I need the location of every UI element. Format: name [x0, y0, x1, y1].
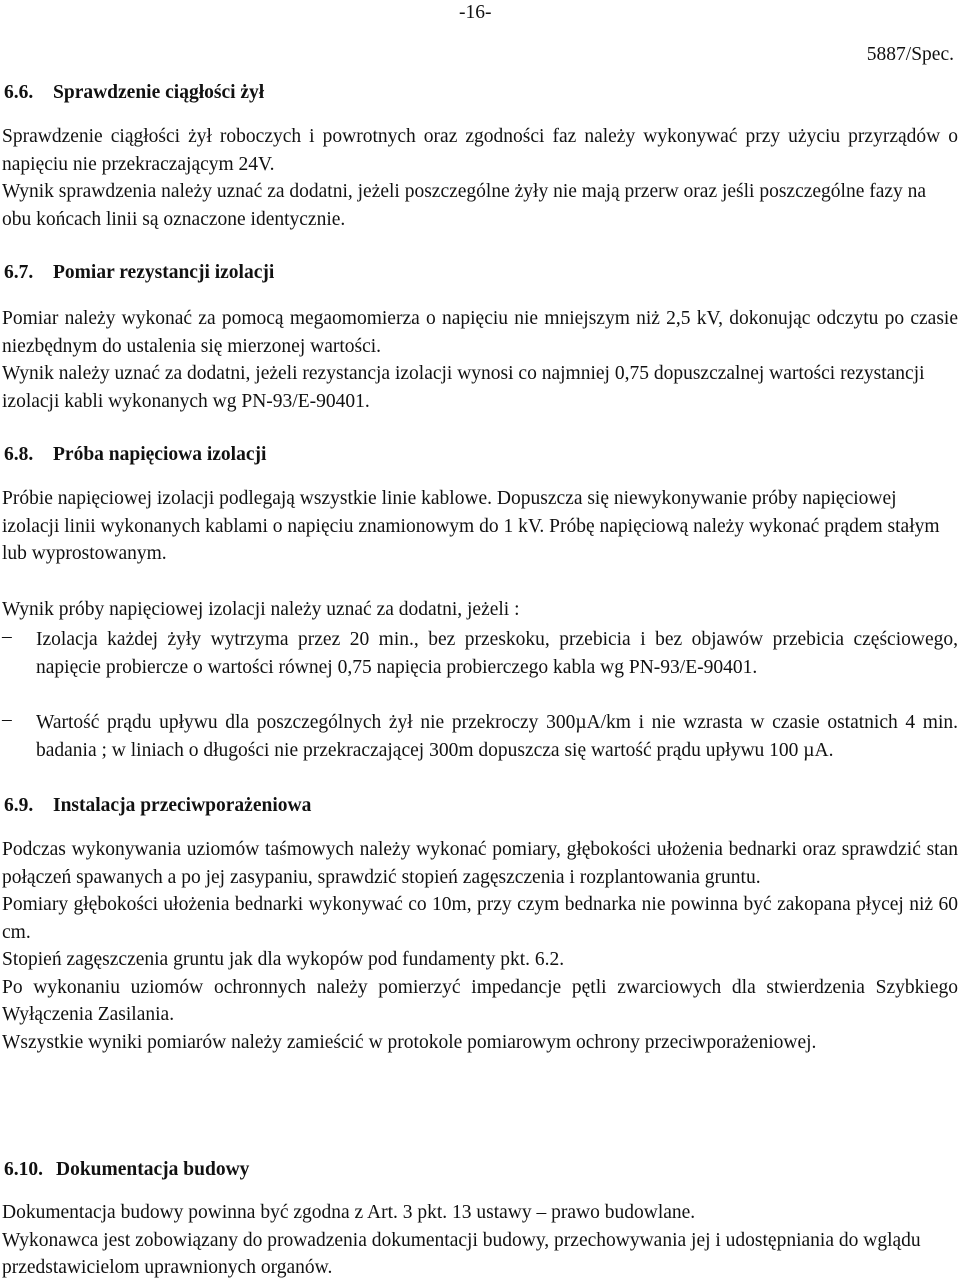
paragraph: Próbie napięciowej izolacji podlegają wszystkie linie kablowe. Dopuszcza się niewykonywanie próby napięciowej izolacji linii wykonanych kablami o napięciu znamionowym do 1 kV. Próbę napięciową należy wykonać prądem stałym lub wyprostowanym.	[2, 488, 940, 564]
bullet-text: Wartość prądu upływu dla poszczególnych żył nie przekroczy 300µA/km i nie wzrasta w czasie ostatnich 4 min. badania ; w liniach o długości nie przekraczającej 300m dopuszcza się wartość prądu upływu 100 µA.	[36, 712, 958, 761]
section-heading-6-7	[4, 262, 274, 284]
section-title: Dokumentacja budowy	[56, 1159, 250, 1180]
section-heading-6-8	[4, 444, 266, 466]
section-title: Pomiar rezystancji izolacji	[53, 262, 275, 283]
section-number: 6.8.	[4, 444, 34, 465]
section-heading-6-6	[4, 82, 264, 104]
paragraph: Pomiar należy wykonać za pomocą megaomomierza o napięciu nie mniejszym niż 2,5 kV, dokonując odczytu po czasie niezbędnym do ustalenia się mierzonej wartości.	[2, 308, 958, 357]
paragraph: Dokumentacja budowy powinna być zgodna z Art. 3 pkt. 13 ustawy – prawo budowlane.	[2, 1202, 696, 1223]
section-number: 6.7.	[4, 262, 34, 283]
paragraph: Wynik próby napięciowej izolacji należy uznać za dodatni, jeżeli :	[2, 599, 520, 620]
section-title: Próba napięciowa izolacji	[53, 444, 267, 465]
paragraph: Po wykonaniu uziomów ochronnych należy pomierzyć impedancje pętli zwarciowych dla stwierdzenia Szybkiego Wyłączenia Zasilania.	[2, 976, 958, 1025]
section-number: 6.9.	[4, 795, 34, 816]
paragraph: Podczas wykonywania uziomów taśmowych należy wykonać pomiary, głębokości ułożenia bednarki oraz sprawdzić stan połączeń spawanych a po jej zasypaniu, sprawdzić stopień zagęszczenia i rozplantowania gruntu.	[2, 839, 958, 888]
bullet-text: Izolacja każdej żyły wytrzyma przez 20 min., bez przeskoku, przebicia i bez objawów przebicia częściowego, napięcie probiercze o wartości równej 0,75 napięcia probierczego kabla wg PN-93/E-90401.	[36, 629, 958, 678]
bullet-dash: –	[2, 709, 12, 730]
section-number: 6.10.	[4, 1159, 43, 1180]
section-number: 6.6.	[4, 82, 34, 103]
paragraph: Wykonawca jest zobowiązany do prowadzenia dokumentacji budowy, przechowywania jej i udostępniania do wglądu przedstawicielom uprawnionych organów.	[2, 1229, 921, 1278]
spec-code: 5887/Spec.	[866, 44, 954, 65]
section-heading-6-10	[4, 1159, 249, 1181]
section-body-6-10	[2, 1199, 958, 1282]
section-body-6-8	[2, 485, 958, 568]
paragraph: Sprawdzenie ciągłości żył roboczych i powrotnych oraz zgodności faz należy wykonywać przy użyciu przyrządów o napięciu nie przekraczającym 24V.	[2, 126, 958, 175]
section-body-6-8-result	[2, 596, 958, 624]
section-body-6-6	[2, 123, 958, 233]
section-heading-6-9	[4, 795, 311, 817]
section-body-6-7	[2, 305, 958, 415]
paragraph: Stopień zagęszczenia gruntu jak dla wykopów pod fundamenty pkt. 6.2.	[2, 949, 565, 970]
page-number: -16-	[459, 2, 492, 23]
bullet-dash: –	[2, 626, 12, 647]
bullet-item	[36, 626, 958, 681]
section-title: Sprawdzenie ciągłości żył	[53, 82, 265, 103]
bullet-item	[36, 709, 958, 764]
section-body-6-9	[2, 836, 958, 1056]
paragraph: Wszystkie wyniki pomiarów należy zamieścić w protokole pomiarowym ochrony przeciwporażeniowej.	[2, 1031, 817, 1053]
paragraph: Pomiary głębokości ułożenia bednarki wykonywać co 10m, przy czym bednarka nie powinna być zakopana płycej niż 60 cm.	[2, 894, 958, 943]
paragraph: Wynik sprawdzenia należy uznać za dodatni, jeżeli poszczególne żyły nie mają przerw oraz jeśli poszczególne fazy na obu końcach linii są oznaczone identycznie.	[2, 181, 927, 230]
section-title: Instalacja przeciwporażeniowa	[53, 795, 312, 816]
paragraph: Wynik należy uznać za dodatni, jeżeli rezystancja izolacji wynosi co najmniej 0,75 dopuszczalnej wartości rezystancji izolacji kabli wykonanych wg PN-93/E-90401.	[2, 363, 925, 412]
